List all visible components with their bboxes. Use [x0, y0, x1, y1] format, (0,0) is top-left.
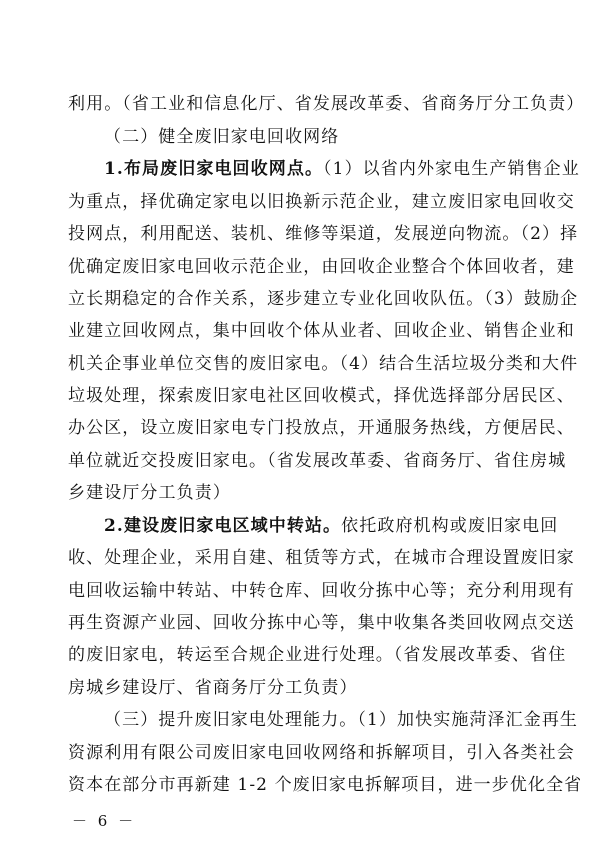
text-line: 单位就近交投废旧家电。（省发展改革委、省商务厅、省住房城	[68, 451, 567, 471]
text-line: 立长期稳定的合作关系，逐步建立专业化回收队伍。（3）鼓励企	[68, 289, 579, 309]
section-heading: （三）提升废旧家电处理能力。（1）加快实施菏泽汇金再生	[104, 710, 579, 730]
text-line: 利用。（省工业和信息化厅、省发展改革委、省商务厅分工负责）	[68, 94, 585, 114]
text-line: 乡建设厅分工负责）	[68, 483, 231, 503]
text-line: 资源利用有限公司废旧家电回收网络和拆解项目，引入各类社会	[68, 743, 575, 763]
text-line: 收、处理企业，采用自建、租赁等方式，在城市合理设置废旧家	[68, 548, 575, 568]
text-run: 依托政府机构或废旧家电回	[341, 516, 559, 536]
paragraph-line	[104, 516, 558, 536]
section-heading: （二）健全废旧家电回收网络	[104, 127, 340, 147]
text-line: 投网点，利用配送、装机、维修等渠道，发展逆向物流。（2）择	[68, 224, 579, 244]
paragraph-line	[104, 159, 580, 179]
text-line: 优确定废旧家电回收示范企业，由回收企业整合个体回收者，建	[68, 257, 575, 277]
text-line: 房城乡建设厅、省商务厅分工负责）	[68, 678, 358, 698]
text-line: 办公区，设立废旧家电专门投放点，开通服务热线，方便居民、	[68, 418, 575, 438]
item-heading: 1.布局废旧家电回收网点。	[104, 159, 324, 179]
text-line: 再生资源产业园、回收分拣中心等，集中收集各类回收网点交送	[68, 613, 575, 633]
page-number: － 6 －	[72, 812, 137, 830]
text-line: 业建立回收网点，集中回收个体从业者、回收企业、销售企业和	[68, 321, 575, 341]
text-line: 机关企事业单位交售的废旧家电。（4）结合生活垃圾分类和大件	[68, 354, 579, 374]
text-line: 垃圾处理，探索废旧家电社区回收模式，择优选择部分居民区、	[68, 386, 575, 406]
text-line: 为重点，择优确定家电以旧换新示范企业，建立废旧家电回收交	[68, 192, 575, 212]
text-line: 资本在部分市再新建 1-2 个废旧家电拆解项目，进一步优化全省	[68, 775, 583, 795]
text-run: （1）以省内外家电生产销售企业	[323, 159, 580, 179]
item-heading: 2.建设废旧家电区域中转站。	[104, 516, 342, 536]
text-line: 的废旧家电，转运至合规企业进行处理。（省发展改革委、省住	[68, 645, 567, 665]
text-line: 电回收运输中转站、中转仓库、回收分拣中心等；充分利用现有	[68, 581, 575, 601]
